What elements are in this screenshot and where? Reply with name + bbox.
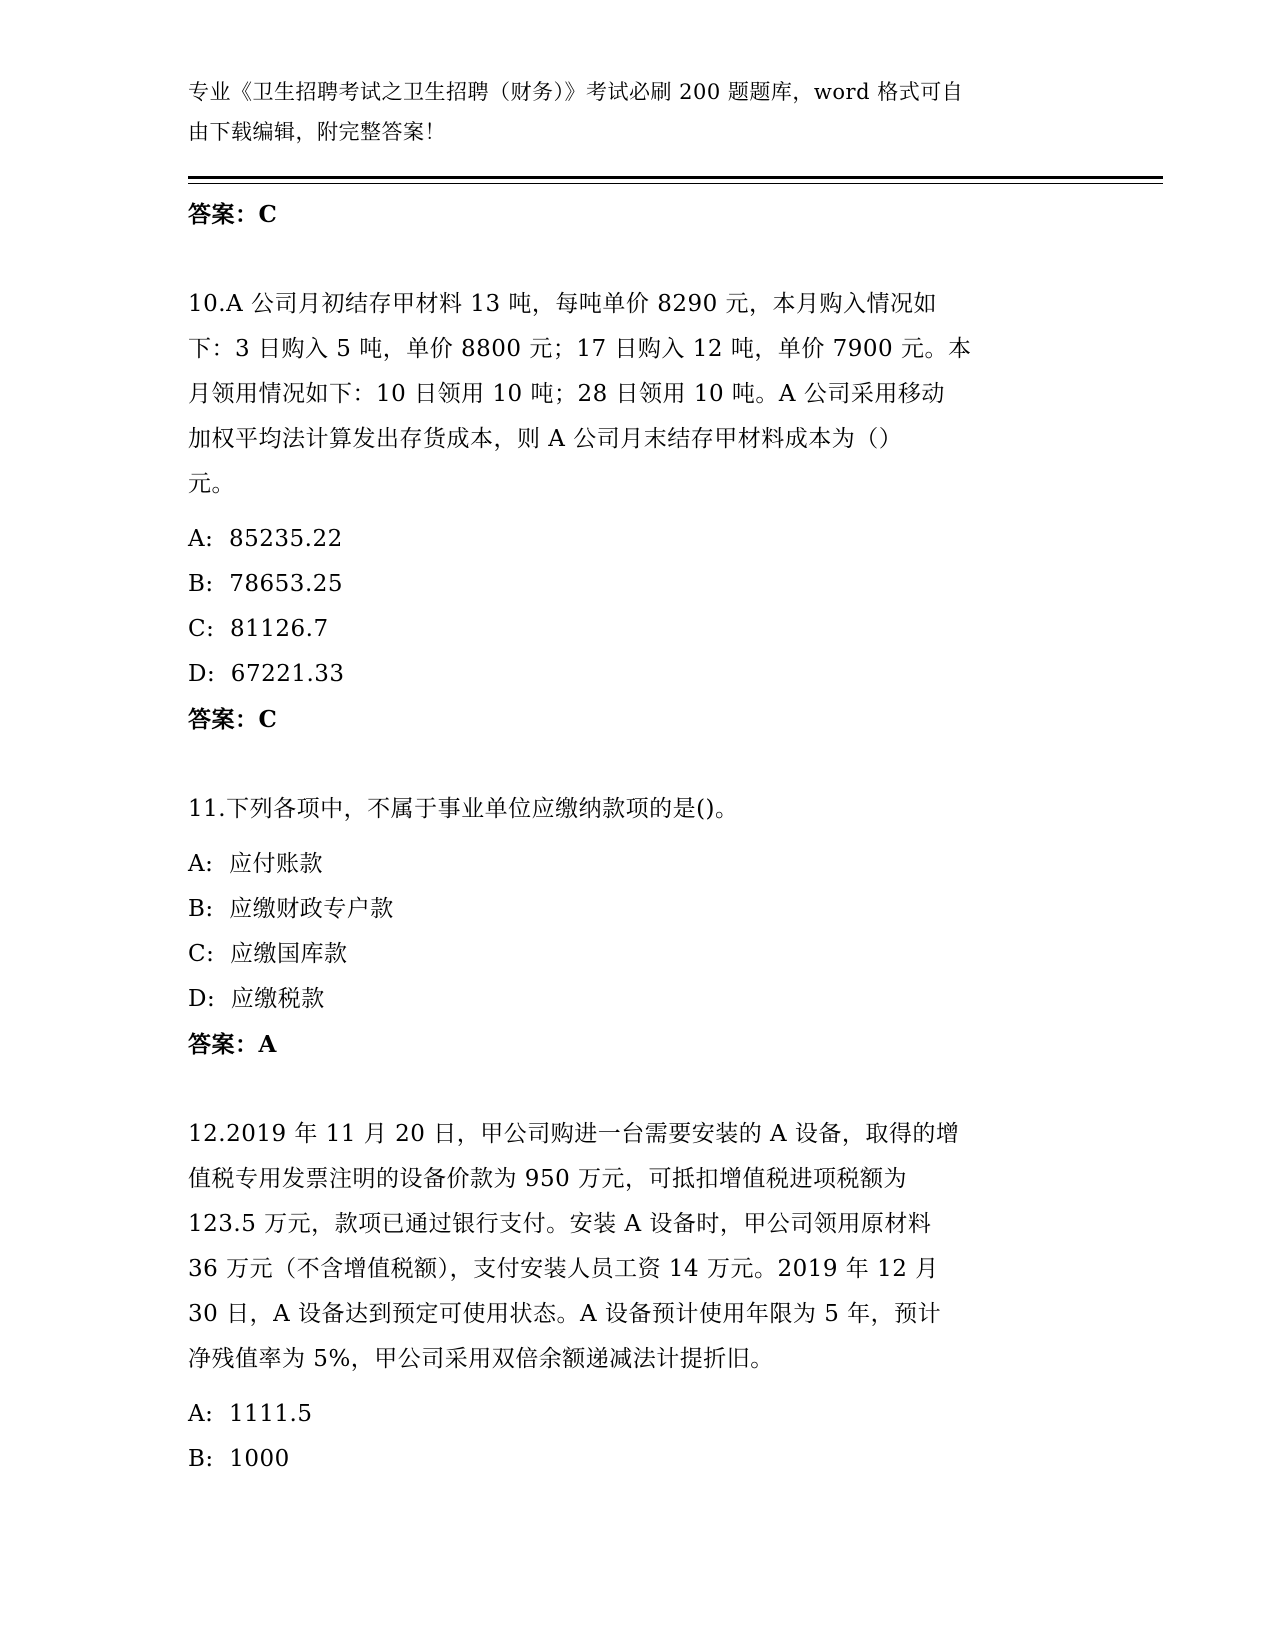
question-10-line: 加权平均法计算发出存货成本，则 A 公司月末结存甲材料成本为（） xyxy=(188,426,903,452)
option-q10-d: D: 67221.33 xyxy=(188,661,345,687)
question-10-line: 10.A 公司月初结存甲材料 13 吨，每吨单价 8290 元，本月购入情况如 xyxy=(188,291,938,317)
option-q10-b: B: 78653.25 xyxy=(188,571,344,597)
question-10-line: 元。 xyxy=(188,471,235,497)
option-q11-c: C: 应缴国库款 xyxy=(188,941,348,967)
header-line-1: 专业《卫生招聘考试之卫生招聘（财务）》考试必刷 200 题题库，word 格式可自 xyxy=(188,80,964,104)
answer-q10: 答案：C xyxy=(188,706,278,733)
question-11-line: 11.下列各项中，不属于事业单位应缴纳款项的是()。 xyxy=(188,796,739,822)
answer-q11: 答案：A xyxy=(188,1031,277,1058)
question-12-line: 123.5 万元，款项已通过银行支付。安装 A 设备时，甲公司领用原材料 xyxy=(188,1211,932,1237)
header-divider xyxy=(188,176,1163,184)
question-12 xyxy=(188,1112,1088,1382)
question-12-line: 净残值率为 5%，甲公司采用双倍余额递减法计提折旧。 xyxy=(188,1346,774,1372)
page-header xyxy=(188,72,1088,184)
question-10 xyxy=(188,282,1088,507)
options-q10 xyxy=(188,517,1088,697)
question-12-line: 值税专用发票注明的设备价款为 950 万元，可抵扣增值税进项税额为 xyxy=(188,1166,908,1192)
question-12-line: 30 日，A 设备达到预定可使用状态。A 设备预计使用年限为 5 年，预计 xyxy=(188,1301,942,1327)
option-q12-a: A: 1111.5 xyxy=(188,1401,313,1427)
option-q12-b: B: 1000 xyxy=(188,1446,290,1472)
question-10-line: 月领用情况如下：10 日领用 10 吨；28 日领用 10 吨。A 公司采用移动 xyxy=(188,381,945,407)
header-line-2: 由下载编辑，附完整答案！ xyxy=(188,120,446,144)
answer-q9: 答案：C xyxy=(188,201,278,228)
question-12-line: 12.2019 年 11 月 20 日，甲公司购进一台需要安装的 A 设备，取得的增 xyxy=(188,1121,960,1147)
question-12-line: 36 万元（不含增值税额），支付安装人员工资 14 万元。2019 年 12 月 xyxy=(188,1256,939,1282)
question-11 xyxy=(188,787,1088,832)
option-q11-b: B: 应缴财政专户款 xyxy=(188,896,394,922)
exam-content xyxy=(188,192,1088,1482)
option-q11-a: A: 应付账款 xyxy=(188,851,323,877)
option-q10-c: C: 81126.7 xyxy=(188,616,329,642)
question-10-line: 下：3 日购入 5 吨，单价 8800 元；17 日购入 12 吨，单价 7900 元。本 xyxy=(188,336,972,362)
option-q10-a: A: 85235.22 xyxy=(188,526,343,552)
options-q11 xyxy=(188,842,1088,1022)
option-q11-d: D: 应缴税款 xyxy=(188,986,325,1012)
options-q12 xyxy=(188,1392,1088,1482)
